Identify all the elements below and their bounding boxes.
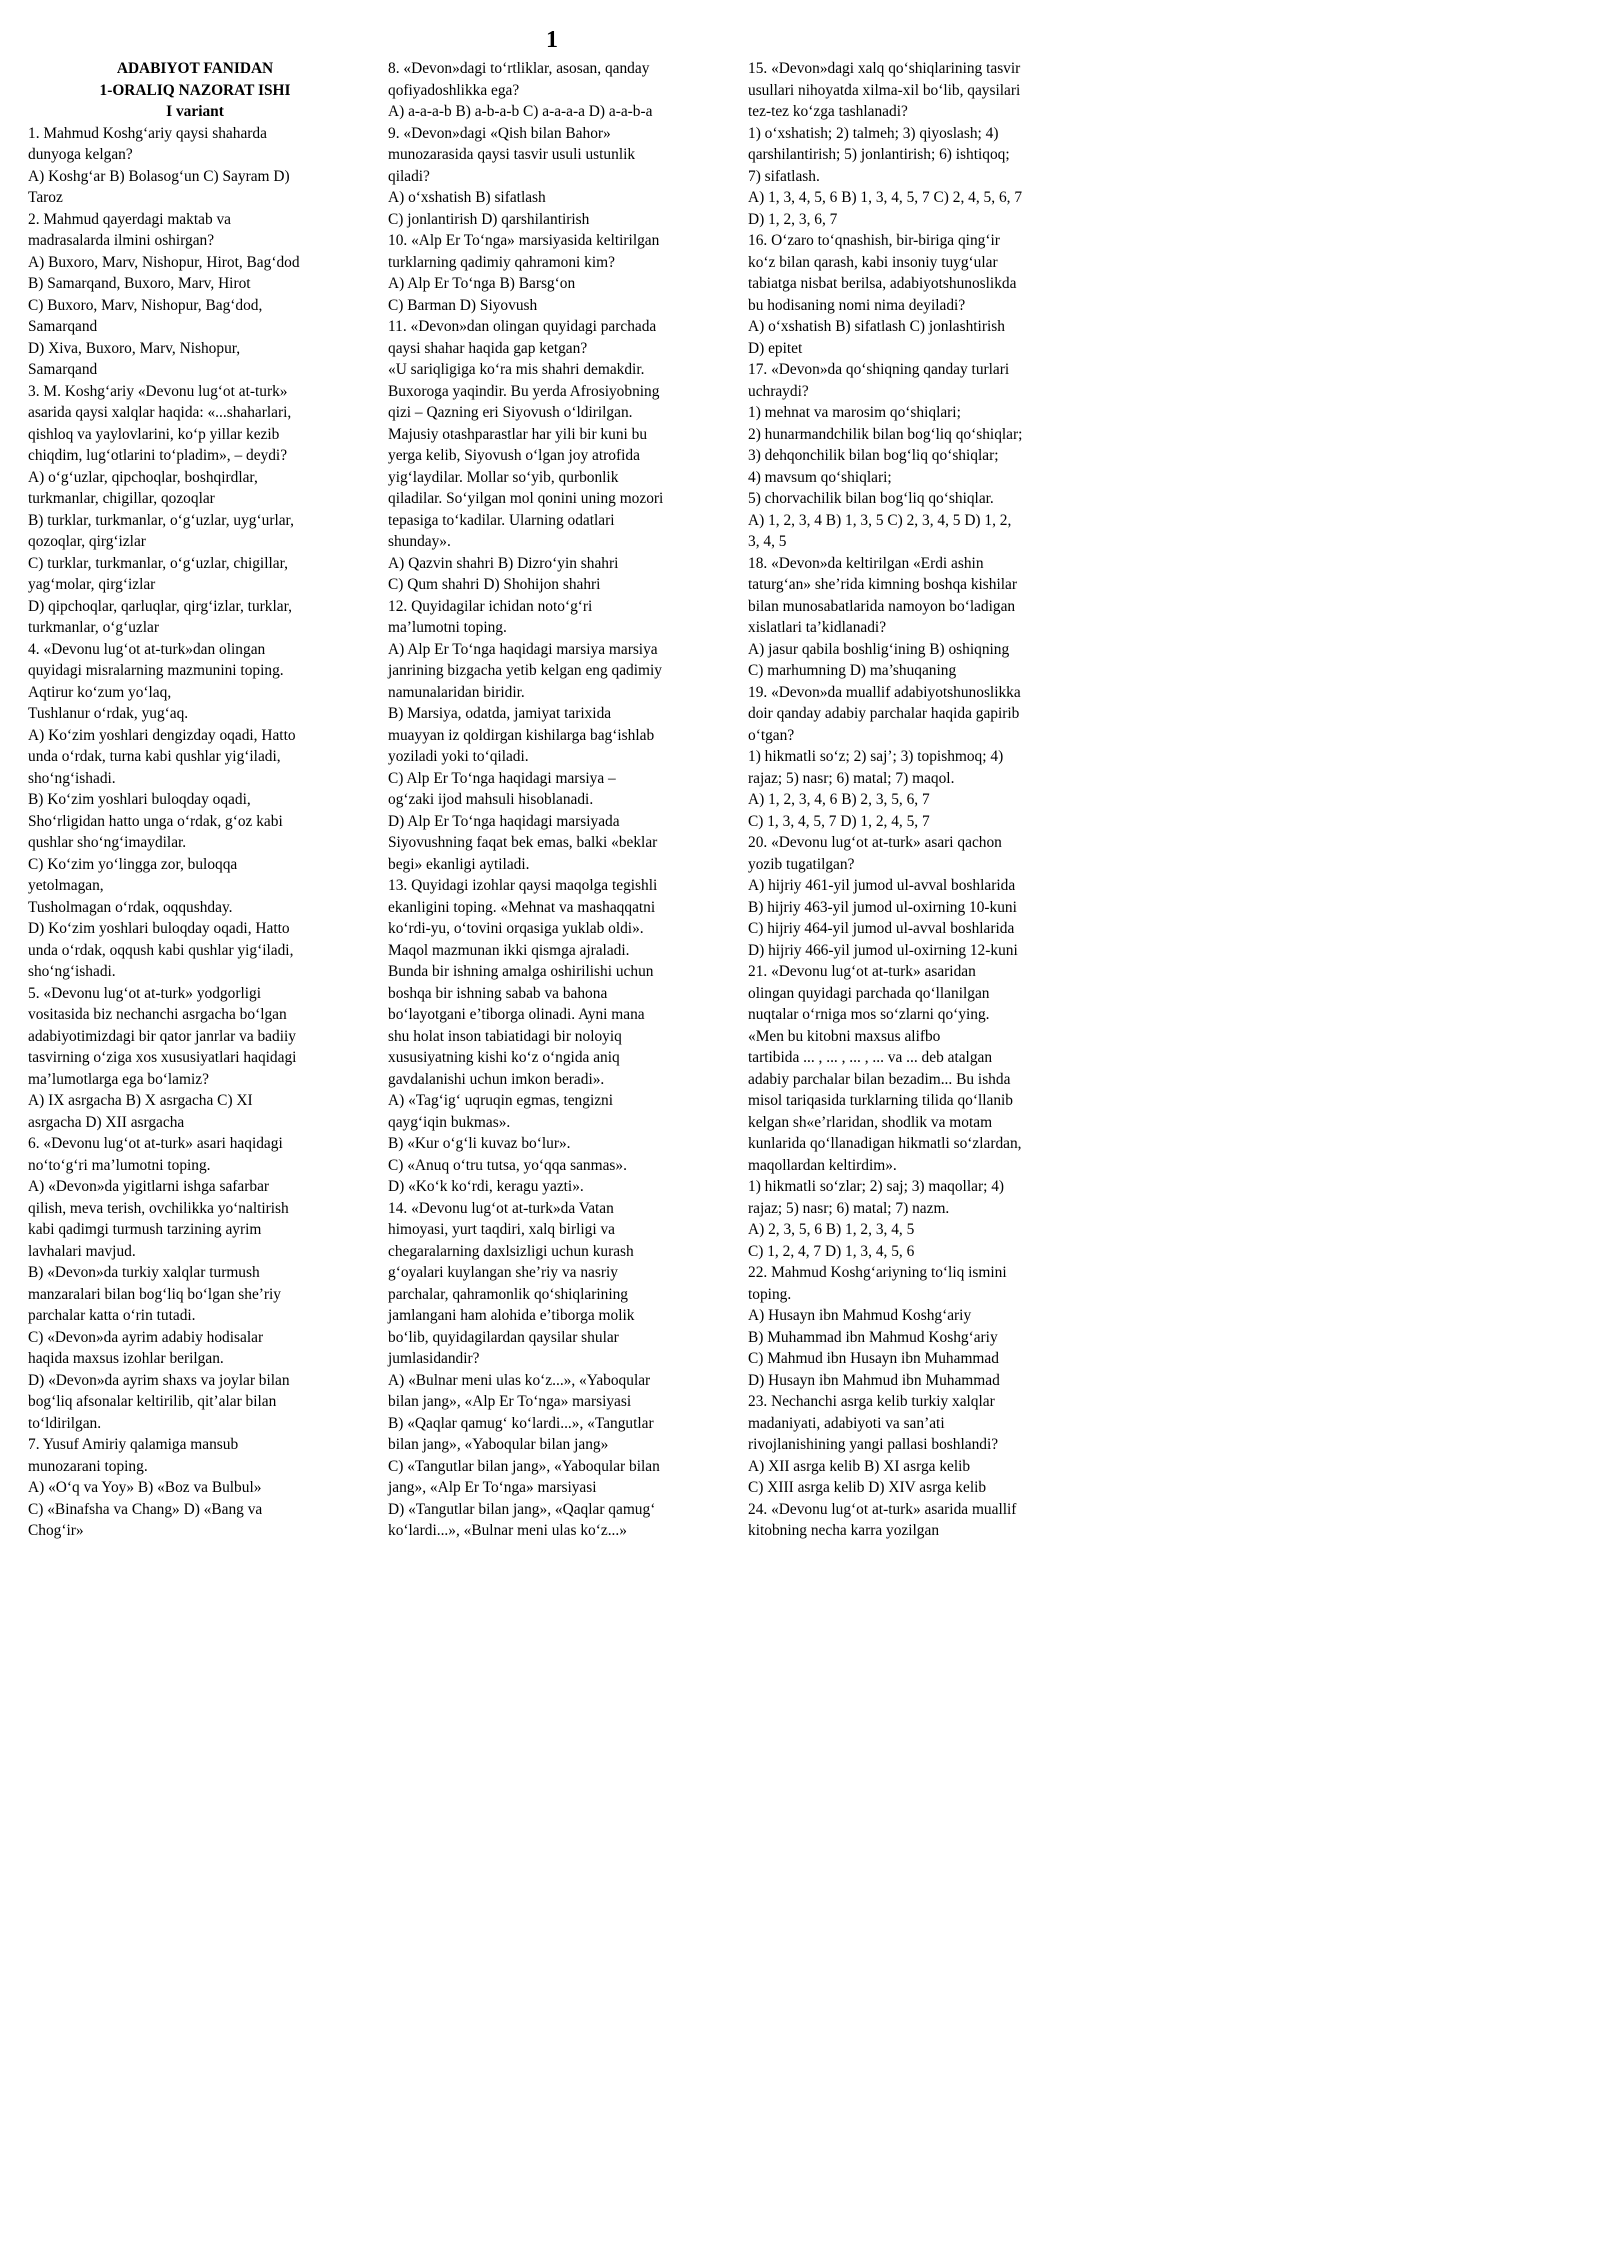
text-line: D) epitet [748, 339, 803, 357]
text-line: tasvirning o‘ziga xos xususiyatlari haqidagi [28, 1049, 297, 1066]
text-line: B) Marsiya, odatda, jamiyat tarixida [388, 705, 612, 722]
text-line: 21. «Devonu lug‘ot at-turk» asaridan [748, 963, 976, 980]
text-line: asrgacha D) XII asrgacha [28, 1113, 185, 1131]
text-line: D) hijriy 466-yil jumod ul-oxirning 12-kuni [748, 941, 1018, 959]
text-line: Siyovushning faqat bek emas, balki «beklar [388, 834, 658, 851]
text-line: C) marhumning D) ma’shuqaning [748, 662, 957, 679]
text-line: Samarqand [28, 361, 98, 378]
text-line: jamlangani ham alohida e’tiborga molik [388, 1307, 635, 1324]
text-line: himoyasi, yurt taqdiri, xalq birligi va [388, 1221, 615, 1238]
text-line: uchraydi? [748, 382, 809, 400]
text-line: unda o‘rdak, oqqush kabi qushlar yig‘iladi, [28, 941, 294, 959]
text-line: kunlarida qo‘llanadigan hikmatli so‘zlardan, [748, 1135, 1022, 1152]
text-line: turkmanlar, chigillar, qozoqlar [28, 490, 215, 507]
text-line: A) XII asrga kelib B) XI asrga kelib [748, 1457, 971, 1475]
column-2 [388, 58, 726, 1542]
text-line: Samarqand [28, 318, 98, 335]
text-line: 6. «Devonu lug‘ot at-turk» asari haqidagi [28, 1135, 283, 1152]
text-line: yag‘molar, qirg‘izlar [28, 576, 156, 593]
text-line: ma’lumotni toping. [388, 619, 507, 636]
text-line: adabiy parchalar bilan bezadim... Bu ishda [748, 1070, 1011, 1088]
text-line: C) 1, 3, 4, 5, 7 D) 1, 2, 4, 5, 7 [748, 812, 930, 830]
text-line: 4) mavsum qo‘shiqlari; [748, 468, 892, 486]
text-line: asarida qaysi xalqlar haqida: «...shaharlari, [28, 404, 292, 421]
text-line: sho‘ng‘ishadi. [28, 769, 116, 787]
text-line: kabi qadimgi turmush tarzining ayrim [28, 1221, 262, 1238]
text-line: Sho‘rligidan hatto unga o‘rdak, g‘oz kabi [28, 812, 283, 830]
text-line: A) Alp Er To‘nga haqidagi marsiya marsiya [388, 640, 658, 658]
text-line: Aqtirur ko‘zum yo‘laq, [28, 683, 172, 701]
text-line: C) «Devon»da ayrim adabiy hodisalar [28, 1328, 264, 1346]
text-line: qozoqlar, qirg‘izlar [28, 533, 146, 550]
text-line: qayg‘iqin bukmas». [388, 1113, 511, 1131]
text-line: 2. Mahmud qayerdagi maktab va [28, 210, 232, 228]
text-line: 3. M. Koshg‘ariy «Devonu lug‘ot at-turk» [28, 382, 288, 400]
text-line: adabiyotimizdagi bir qator janrlar va badiiy [28, 1027, 296, 1045]
text-line: qishloq va yaylovlarini, ko‘p yillar kezib [28, 425, 280, 443]
text-line: A) a-a-a-b B) a-b-a-b C) a-a-a-a D) a-a-b-a [388, 103, 653, 120]
text-line: g‘oyalari kuylangan she’riy va nasriy [388, 1264, 618, 1281]
text-line: jumlasidandir? [388, 1350, 480, 1367]
text-line: D) «Tangutlar bilan jang», «Qaqlar qamug‘ [388, 1500, 656, 1518]
text-line: C) Mahmud ibn Husayn ibn Muhammad [748, 1350, 999, 1367]
text-line: taturg‘an» she’rida kimning boshqa kishilar [748, 576, 1017, 593]
text-line: shunday». [388, 533, 451, 550]
text-line: C) «Binafsha va Chang» D) «Bang va [28, 1500, 263, 1518]
text-line: chiqdim, lug‘otlarini to‘pladim», – deydi? [28, 447, 288, 464]
text-line: C) Alp Er To‘nga haqidagi marsiya – [388, 769, 616, 787]
text-line: Majusiy otashparastlar har yili bir kuni bu [388, 425, 648, 443]
text-line: vositasida biz nechanchi asrgacha bo‘lgan [28, 1006, 287, 1023]
text-line: 1) o‘xshatish; 2) talmeh; 3) qiyoslash; 4) [748, 124, 999, 142]
column-3 [748, 58, 1086, 1542]
text-line: Chog‘ir» [28, 1522, 84, 1539]
text-line: 1) hikmatli so‘zlar; 2) saj; 3) maqollar; 4) [748, 1178, 1005, 1195]
text-line: xususiyatning kishi ko‘z o‘ngida aniq [388, 1049, 620, 1066]
text-line: madrasalarda ilmini oshirgan? [28, 232, 215, 249]
text-line: Tusholmagan o‘rdak, oqqushday. [28, 898, 233, 916]
text-line: bilan munosabatlarida namoyon bo‘ladigan [748, 597, 1016, 615]
text-line: quyidagi misralarning mazmunini toping. [28, 662, 284, 679]
text-line: A) Koshg‘ar B) Bolasog‘un C) Sayram D) [28, 167, 290, 185]
text-line: D) Husayn ibn Mahmud ibn Muhammad [748, 1371, 1000, 1389]
text-line: C) Qum shahri D) Shohijon shahri [388, 576, 601, 593]
text-line: C) XIII asrga kelib D) XIV asrga kelib [748, 1479, 987, 1496]
column-1 [28, 58, 362, 1542]
text-line: 1) mehnat va marosim qo‘shiqlari; [748, 404, 961, 421]
text-line: ko‘rdi-yu, o‘tovini orqasiga yuklab oldi». [388, 920, 644, 937]
text-line: tartibida ... , ... , ... , ... va ... deb atalgan [748, 1049, 993, 1066]
text-line: parchalar katta o‘rin tutadi. [28, 1307, 196, 1324]
text-line: 7. Yusuf Amiriy qalamiga mansub [28, 1436, 239, 1453]
text-line: A) 1, 3, 4, 5, 6 B) 1, 3, 4, 5, 7 C) 2, 4, 5, 6, 7 [748, 189, 1023, 206]
text-line: 10. «Alp Er To‘nga» marsiyasida keltirilgan [388, 232, 660, 249]
text-line: D) «Ko‘k ko‘rdi, keragu yazti». [388, 1178, 584, 1195]
text-line: D) «Devon»da ayrim shaxs va joylar bilan [28, 1371, 290, 1389]
text-line: B) hijriy 463-yil jumod ul-oxirning 10-kuni [748, 898, 1017, 916]
text-line: B) «Qaqlar qamug‘ ko‘lardi...», «Tangutlar [388, 1414, 654, 1432]
text-line: A) «O‘q va Yoy» B) «Boz va Bulbul» [28, 1479, 262, 1496]
heading-line: ADABIYOT FANIDAN [116, 60, 274, 77]
text-line: to‘ldirilgan. [28, 1414, 102, 1432]
text-line: bo‘layotgani e’tiborga olinadi. Ayni mana [388, 1006, 645, 1023]
text-line: Tushlanur o‘rdak, yug‘aq. [28, 705, 189, 722]
text-line: D) qipchoqlar, qarluqlar, qirg‘izlar, turklar, [28, 597, 292, 615]
text-line: 5) chorvachilik bilan bog‘liq qo‘shiqlar. [748, 490, 994, 507]
text-line: qiladi? [388, 167, 430, 185]
text-line: A) 1, 2, 3, 4, 6 B) 2, 3, 5, 6, 7 [748, 791, 930, 808]
text-line: munozarani toping. [28, 1457, 148, 1475]
text-line: ko‘z bilan qarash, kabi insoniy tuyg‘ular [748, 253, 998, 271]
text-line: A) Qazvin shahri B) Dizro‘yin shahri [388, 554, 619, 572]
text-line: 8. «Devon»dagi to‘rtliklar, asosan, qanday [388, 60, 650, 77]
text-line: lavhalari mavjud. [28, 1242, 136, 1260]
text-line: 1) hikmatli so‘z; 2) saj’; 3) topishmoq; 4) [748, 748, 1004, 765]
text-line: qofiyadoshlikka ega? [388, 81, 520, 99]
text-line: D) Ko‘zim yoshlari buloqday oqadi, Hatto [28, 920, 290, 937]
text-line: 3, 4, 5 [748, 533, 787, 550]
text-line: 17. «Devon»da qo‘shiqning qanday turlari [748, 361, 1010, 378]
text-line: B) Samarqand, Buxoro, Marv, Hirot [28, 275, 251, 292]
text-line: C) hijriy 464-yil jumod ul-avval boshlarida [748, 920, 1015, 937]
text-line: ma’lumotlarga ega bo‘lamiz? [28, 1070, 209, 1088]
text-line: manzaralari bilan bog‘liq bo‘lgan she’riy [28, 1285, 281, 1303]
text-line: olingan quyidagi parchada qo‘llanilgan [748, 984, 990, 1002]
text-line: 7) sifatlash. [748, 167, 820, 185]
text-line: A) Alp Er To‘nga B) Barsg‘on [388, 275, 576, 292]
text-line: A) «Devon»da yigitlarni ishga safarbar [28, 1178, 270, 1195]
text-line: qushlar sho‘ng‘imaydilar. [28, 834, 187, 851]
text-line: og‘zaki ijod mahsuli hisoblanadi. [388, 791, 594, 808]
text-line: dunyoga kelgan? [28, 146, 133, 163]
text-line: parchalar, qahramonlik qo‘shiqlarining [388, 1285, 628, 1303]
text-line: Taroz [28, 189, 63, 206]
text-line: bo‘lib, quyidagilardan qaysilar shular [388, 1328, 619, 1346]
heading-line: I variant [166, 103, 224, 120]
text-line: C) «Tangutlar bilan jang», «Yaboqular bilan [388, 1457, 660, 1475]
text-line: ekanligini toping. «Mehnat va mashaqqatni [388, 898, 656, 916]
text-line: munozarasida qaysi tasvir usuli ustunlik [388, 146, 636, 163]
text-line: 3) dehqonchilik bilan bog‘liq qo‘shiqlar; [748, 447, 999, 464]
text-line: 24. «Devonu lug‘ot at-turk» asarida muallif [748, 1500, 1017, 1518]
text-line: bilan jang», «Yaboqular bilan jang» [388, 1436, 609, 1453]
text-line: B) Muhammad ibn Mahmud Koshg‘ariy [748, 1328, 998, 1346]
heading-line: 1-ORALIQ NAZORAT ISHI [99, 81, 291, 99]
text-line: 5. «Devonu lug‘ot at-turk» yodgorligi [28, 984, 261, 1002]
text-line: chegaralarning daxlsizligi uchun kurash [388, 1242, 634, 1260]
text-line: janrining bizgacha yetib kelgan eng qadimiy [388, 662, 662, 679]
text-line: D) Alp Er To‘nga haqidagi marsiyada [388, 812, 620, 830]
text-line: 23. Nechanchi asrga kelib turkiy xalqlar [748, 1393, 995, 1410]
text-line: qizi – Qazning eri Siyovush o‘ldirilgan. [388, 404, 633, 421]
text-line: usullari nihoyatda xilma-xil bo‘lib, qaysilari [748, 81, 1021, 99]
text-line: 2) hunarmandchilik bilan bog‘liq qo‘shiqlar; [748, 425, 1023, 443]
text-line: A) «Tag‘ig‘ uqruqin egmas, tengizni [388, 1092, 614, 1109]
text-line: 16. O‘zaro to‘qnashish, bir-biriga qing‘ir [748, 232, 1000, 249]
text-line: B) «Devon»da turkiy xalqlar turmush [28, 1264, 260, 1281]
text-line: A) o‘xshatish B) sifatlash [388, 189, 546, 206]
text-line: bu hodisaning nomi nima deyiladi? [748, 296, 966, 314]
text-line: maqollardan keltirdim». [748, 1156, 897, 1174]
text-line: kitobning necha karra yozilgan [748, 1522, 940, 1539]
text-line: C) jonlantirish D) qarshilantirish [388, 210, 590, 228]
text-line: 13. Quyidagi izohlar qaysi maqolga tegishli [388, 877, 658, 894]
text-line: 18. «Devon»da keltirilgan «Erdi ashin [748, 554, 984, 572]
text-line: qiladilar. So‘yilgan mol qonini uning mozori [388, 490, 664, 507]
text-line: C) «Anuq o‘tru tutsa, yo‘qqa sanmas». [388, 1156, 627, 1174]
text-line: yozib tugatilgan? [748, 855, 855, 873]
text-line: rajaz; 5) nasr; 6) matal; 7) maqol. [748, 769, 955, 787]
text-line: tepasiga to‘kadilar. Ularning odatlari [388, 511, 615, 529]
text-line: «Men bu kitobni maxsus alifbo [748, 1027, 941, 1045]
text-line: A) 2, 3, 5, 6 B) 1, 2, 3, 4, 5 [748, 1221, 915, 1238]
text-line: ko‘lardi...», «Bulnar meni ulas ko‘z...» [388, 1522, 627, 1539]
text-line: rivojlanishining yangi pallasi boshlandi? [748, 1436, 999, 1453]
text-line: A) Husayn ibn Mahmud Koshg‘ariy [748, 1307, 972, 1324]
text-line: A) «Bulnar meni ulas ko‘z...», «Yaboqular [388, 1371, 651, 1389]
text-line: 11. «Devon»dan olingan quyidagi parchada [388, 318, 657, 335]
text-line: C) Barman D) Siyovush [388, 296, 538, 314]
text-line: xislatlari ta’kidlanadi? [748, 619, 887, 636]
text-line: qilish, meva terish, ovchilikka yo‘naltirish [28, 1199, 289, 1217]
text-line: qaysi shahar haqida gap ketgan? [388, 339, 588, 357]
text-line: yoziladi yoki to‘qiladi. [388, 748, 529, 765]
text-line: A) Buxoro, Marv, Nishopur, Hirot, Bag‘dod [28, 253, 300, 271]
text-line: madaniyati, adabiyoti va san’ati [748, 1414, 945, 1432]
text-line: bilan jang», «Alp Er To‘nga» marsiyasi [388, 1393, 632, 1410]
text-line: «U sariqligiga ko‘ra mis shahri demakdir. [388, 361, 645, 378]
text-line: yetolmagan, [28, 877, 104, 894]
text-line: C) Ko‘zim yo‘lingga zor, buloqqa [28, 855, 238, 873]
text-line: muayyan iz qoldirgan kishilarga bag‘ishlab [388, 726, 655, 744]
text-line: no‘to‘g‘ri ma’lumotni toping. [28, 1156, 211, 1174]
text-line: Maqol mazmunan ikki qismga ajraladi. [388, 941, 630, 959]
text-line: 12. Quyidagilar ichidan noto‘g‘ri [388, 597, 593, 615]
text-line: B) turklar, turkmanlar, o‘g‘uzlar, uyg‘urlar, [28, 511, 294, 529]
text-line: boshqa bir ishning sabab va bahona [388, 984, 608, 1002]
text-line: nuqtalar o‘rniga mos so‘zlarni qo‘ying. [748, 1006, 990, 1023]
text-line: misol tariqasida turklarning tilida qo‘llanib [748, 1092, 1014, 1109]
text-line: turkmanlar, o‘g‘uzlar [28, 619, 160, 636]
text-line: D) 1, 2, 3, 6, 7 [748, 210, 838, 228]
text-line: A) IX asrgacha B) X asrgacha C) XI [28, 1092, 253, 1109]
text-line: A) jasur qabila boshlig‘ining B) oshiqning [748, 640, 1010, 658]
text-line: tabiatga nisbat berilsa, adabiyotshunoslikda [748, 275, 1017, 292]
text-line: 20. «Devonu lug‘ot at-turk» asari qachon [748, 834, 1002, 851]
text-line: tez-tez ko‘zga tashlanadi? [748, 103, 908, 120]
text-line: Buxoroga yaqindir. Bu yerda Afrosiyobning [388, 382, 660, 400]
text-line: unda o‘rdak, turna kabi qushlar yig‘iladi, [28, 748, 281, 765]
text-line: D) Xiva, Buxoro, Marv, Nishopur, [28, 339, 241, 357]
text-line: 14. «Devonu lug‘ot at-turk»da Vatan [388, 1199, 614, 1217]
text-line: A) Ko‘zim yoshlari dengizday oqadi, Hatto [28, 726, 296, 744]
page-number: 1 [546, 27, 558, 53]
text-line: yerga kelib, Siyovush o‘lgan joy atrofida [388, 447, 640, 464]
text-line: kelgan sh«e’rlaridan, shodlik va motam [748, 1113, 993, 1131]
text-line: qarshilantirish; 5) jonlantirish; 6) ishtiqoq; [748, 146, 1010, 163]
text-line: yig‘laydilar. Mollar so‘yib, qurbonlik [388, 468, 619, 486]
text-line: rajaz; 5) nasr; 6) matal; 7) nazm. [748, 1199, 950, 1217]
text-line: Bunda bir ishning amalga oshirilishi uchun [388, 963, 654, 980]
text-line: 22. Mahmud Koshg‘ariyning to‘liq ismini [748, 1264, 1007, 1281]
text-line: C) turklar, turkmanlar, o‘g‘uzlar, chigillar, [28, 554, 288, 572]
text-line: A) 1, 2, 3, 4 B) 1, 3, 5 C) 2, 3, 4, 5 D) 1, 2, [748, 511, 1012, 529]
text-line: o‘tgan? [748, 726, 795, 744]
text-line: B) «Kur o‘g‘li kuvaz bo‘lur». [388, 1135, 571, 1152]
text-line: sho‘ng‘ishadi. [28, 963, 116, 980]
text-line: gavdalanishi uchun imkon beradi». [388, 1070, 605, 1088]
text-line: toping. [748, 1285, 792, 1303]
text-line: 4. «Devonu lug‘ot at-turk»dan olingan [28, 640, 266, 658]
text-line: 15. «Devon»dagi xalq qo‘shiqlarining tasvir [748, 60, 1021, 77]
text-line: namunalaridan biridir. [388, 683, 525, 701]
text-line: jang», «Alp Er To‘nga» marsiyasi [388, 1479, 597, 1496]
text-line: turklarning qadimiy qahramoni kim? [388, 253, 615, 271]
text-line: 1. Mahmud Koshg‘ariy qaysi shaharda [28, 124, 267, 142]
text-line: C) 1, 2, 4, 7 D) 1, 3, 4, 5, 6 [748, 1242, 915, 1260]
text-line: bog‘liq afsonalar keltirilib, qit’alar bilan [28, 1393, 277, 1410]
text-line: shu holat inson tabiatidagi bir noloyiq [388, 1027, 622, 1045]
text-line: 19. «Devon»da muallif adabiyotshunoslikka [748, 683, 1021, 701]
text-line: haqida maxsus izohlar berilgan. [28, 1350, 224, 1367]
text-line: A) o‘xshatish B) sifatlash C) jonlashtirish [748, 318, 1005, 335]
text-line: doir qanday adabiy parchalar haqida gapirib [748, 705, 1020, 722]
text-line: 9. «Devon»dagi «Qish bilan Bahor» [388, 124, 611, 142]
text-line: A) o‘g‘uzlar, qipchoqlar, boshqirdlar, [28, 468, 258, 486]
text-line: B) Ko‘zim yoshlari buloqday oqadi, [28, 791, 251, 808]
text-line: A) hijriy 461-yil jumod ul-avval boshlarida [748, 877, 1016, 894]
text-line: C) Buxoro, Marv, Nishopur, Bag‘dod, [28, 296, 263, 314]
text-line: begi» ekanligi aytiladi. [388, 855, 530, 873]
